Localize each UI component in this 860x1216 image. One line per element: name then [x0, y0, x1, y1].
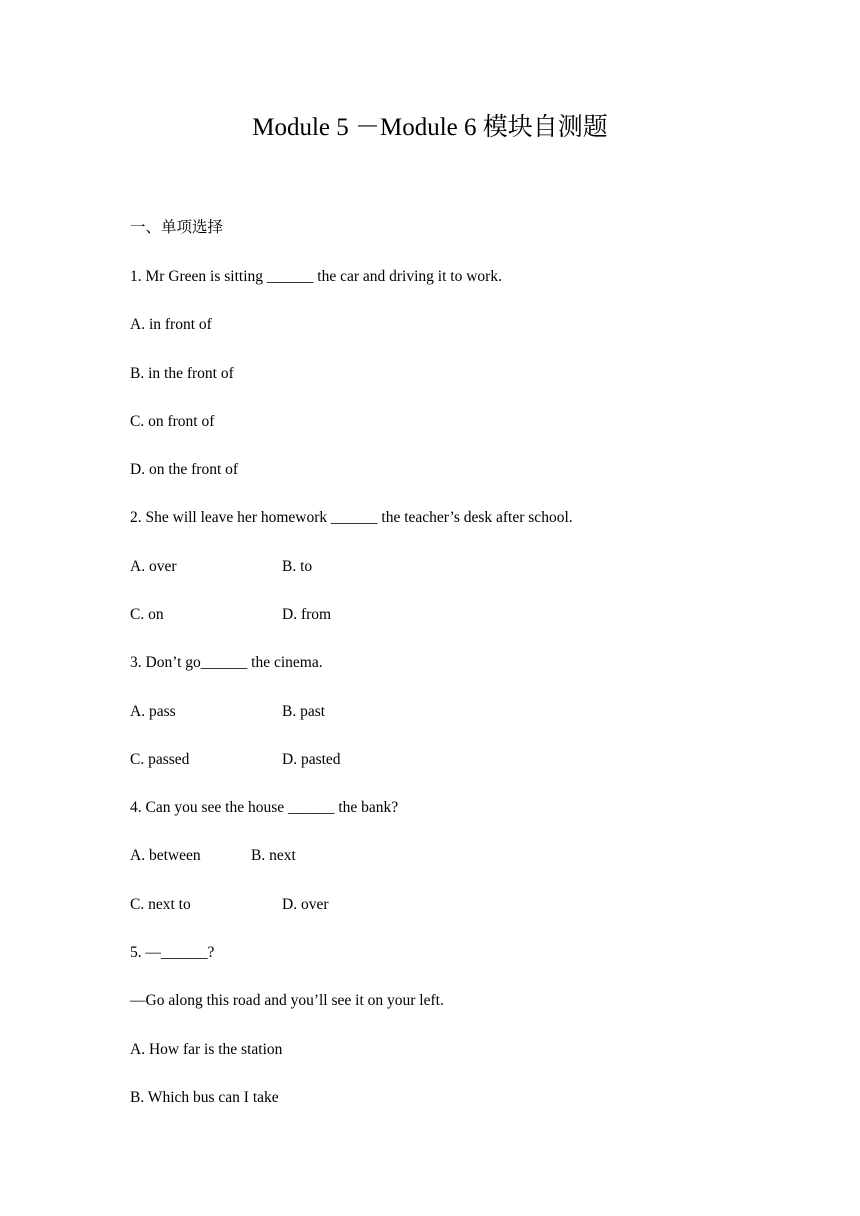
question-2-option-d: D. from: [282, 606, 332, 623]
question-4-option-b: B. next: [251, 847, 296, 864]
question-3-stem: 3. Don’t go______ the cinema.: [130, 654, 323, 671]
question-3-option-c: C. passed: [130, 751, 190, 768]
question-1-option-a: A. in front of: [130, 316, 212, 333]
question-4-option-a: A. between: [130, 847, 201, 864]
question-4-option-c: C. next to: [130, 896, 191, 913]
question-4-option-d: D. over: [282, 896, 329, 913]
section-heading: 一、单项选择: [130, 219, 224, 236]
question-3-option-b: B. past: [282, 703, 326, 720]
question-5-option-b: B. Which bus can I take: [130, 1089, 279, 1106]
question-1-option-b: B. in the front of: [130, 365, 234, 382]
question-5-stem: 5. —______?: [130, 944, 215, 961]
question-2-option-c: C. on: [130, 606, 164, 623]
question-5-answer-line: —Go along this road and you’ll see it on your left.: [130, 992, 444, 1009]
question-3-option-a: A. pass: [130, 703, 176, 720]
question-2-option-a: A. over: [130, 558, 177, 575]
question-2-option-b: B. to: [282, 558, 313, 575]
question-1-stem: 1. Mr Green is sitting ______ the car and driving it to work.: [130, 268, 502, 285]
question-1-option-c: C. on front of: [130, 413, 215, 430]
question-5-option-a: A. How far is the station: [130, 1041, 283, 1058]
question-1-option-d: D. on the front of: [130, 461, 239, 478]
question-2-stem: 2. She will leave her homework ______ the teacher’s desk after school.: [130, 509, 573, 526]
question-3-option-d: D. pasted: [282, 751, 341, 768]
page-title: Module 5 －Module 6 模块自测题: [252, 114, 608, 141]
question-4-stem: 4. Can you see the house ______ the bank?: [130, 799, 399, 816]
